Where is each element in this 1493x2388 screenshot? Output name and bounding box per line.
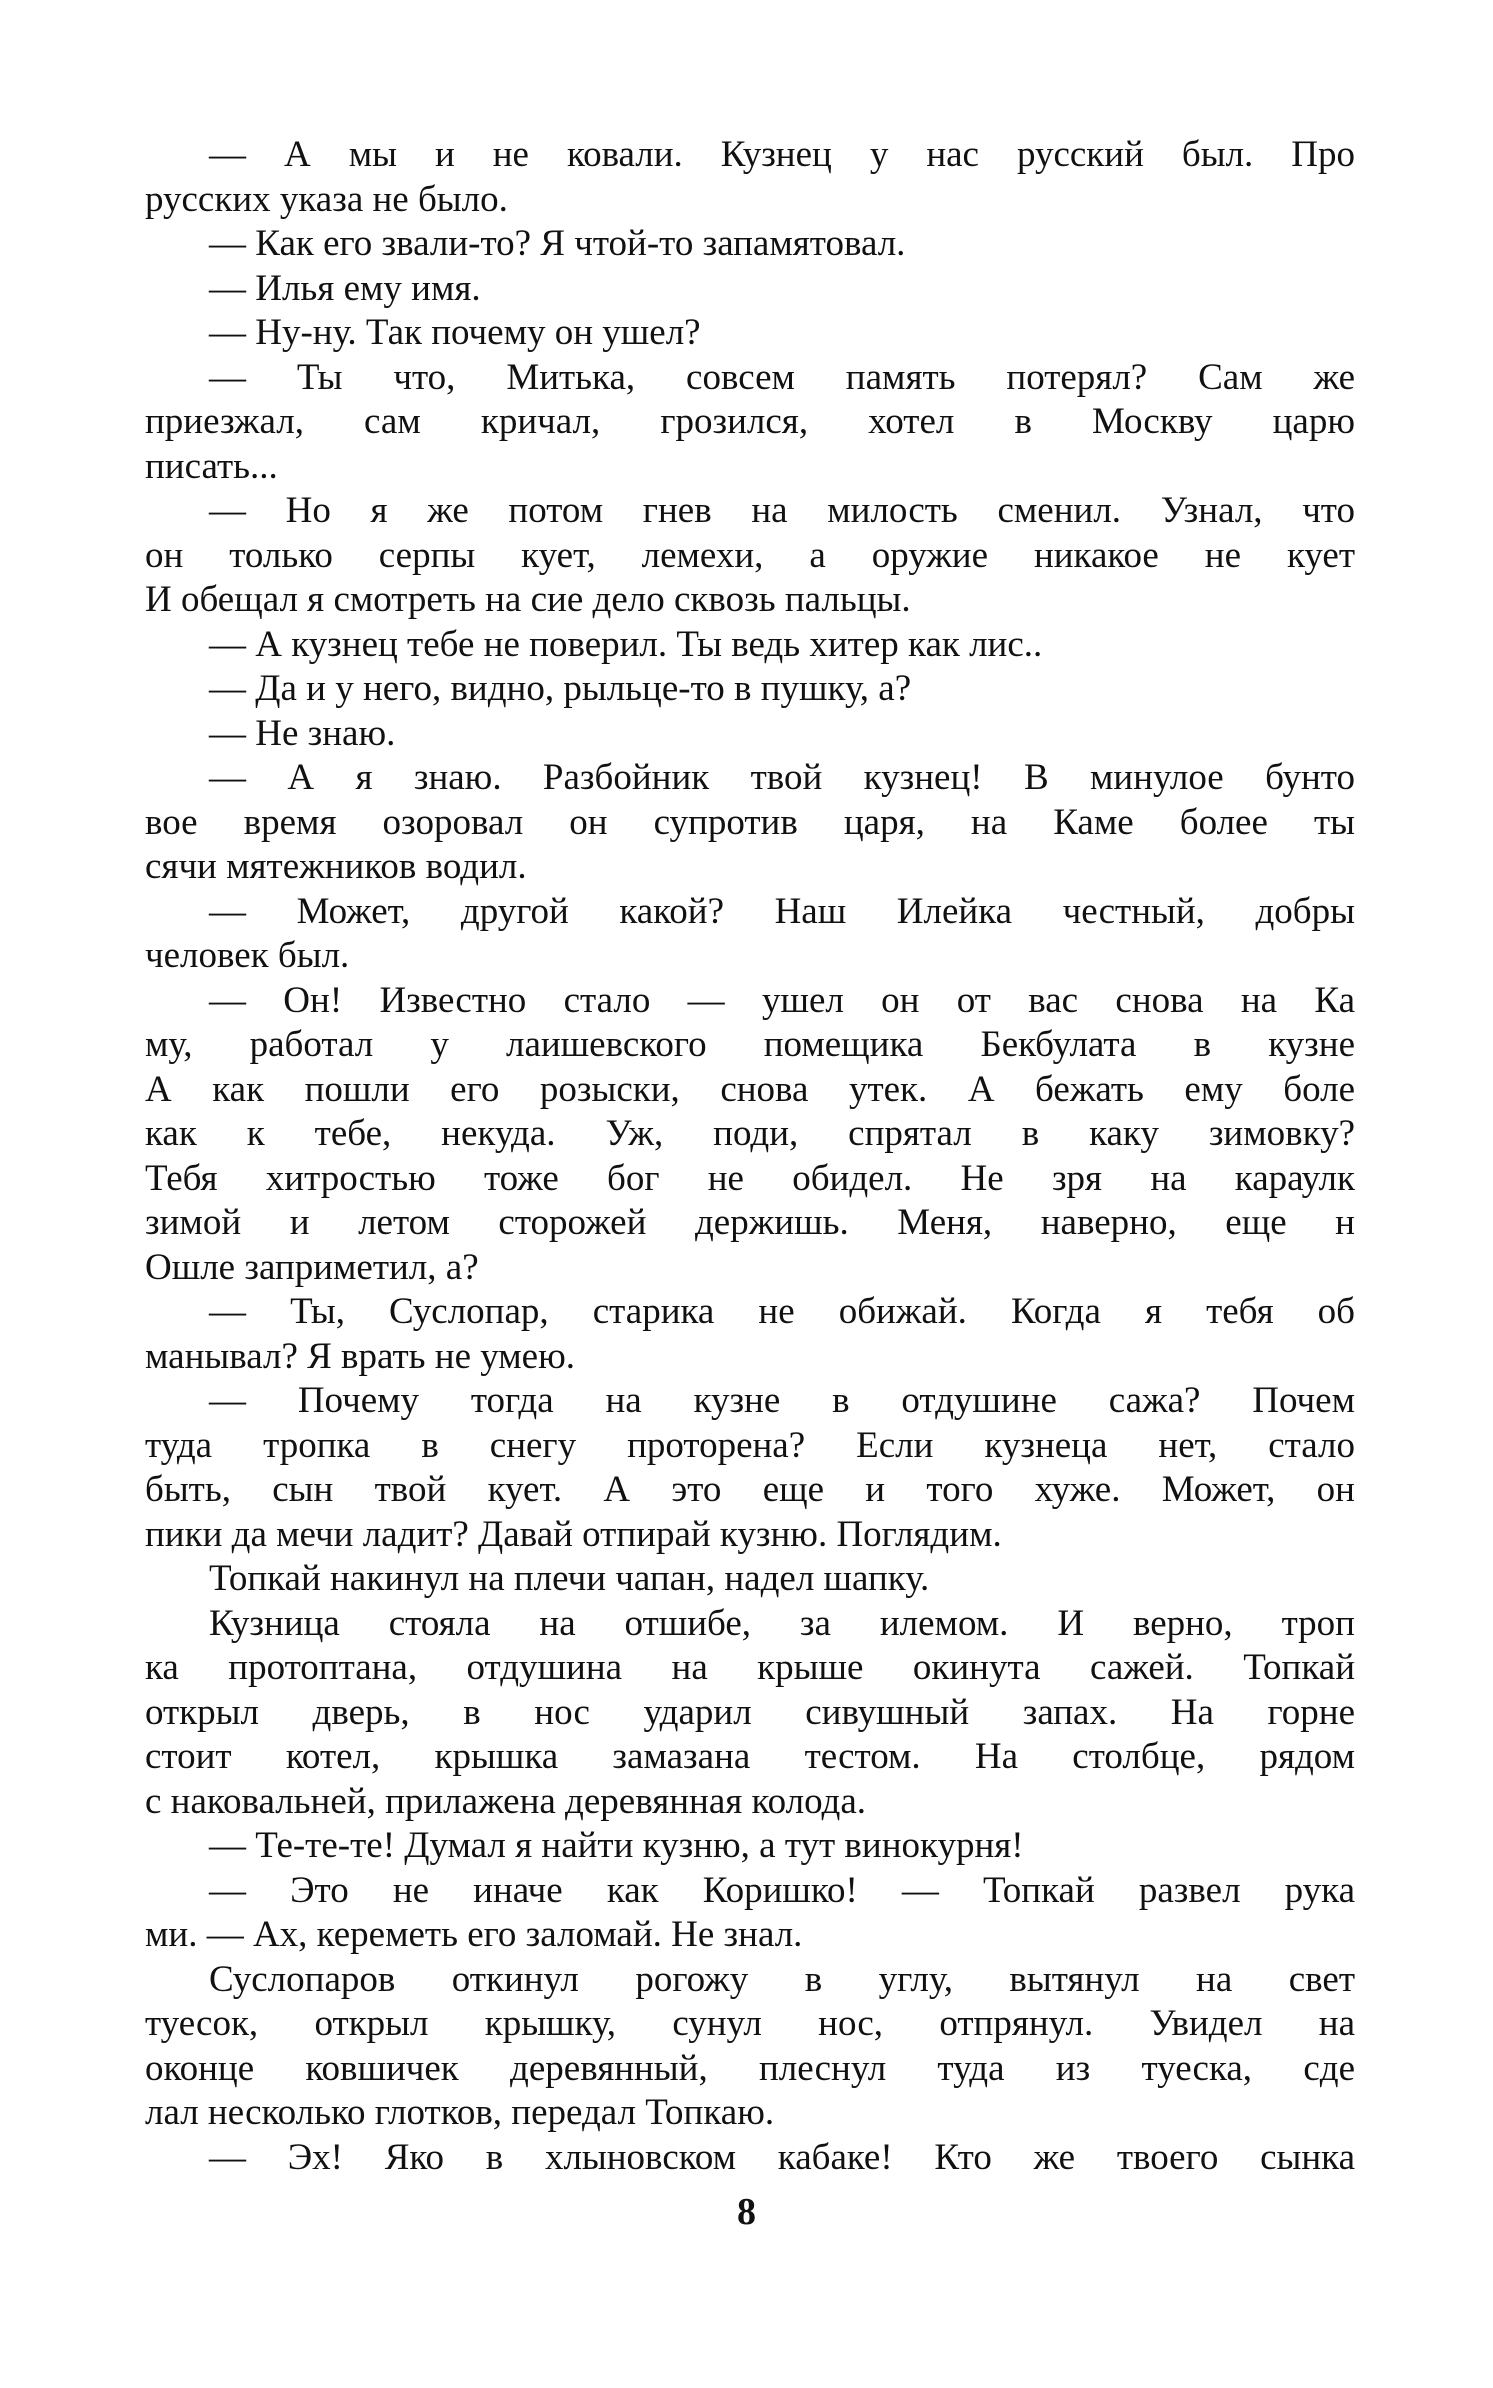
text-line: лал несколько глотков, передал Топкаю. — [145, 2092, 775, 2133]
text-line: — Это не иначе как Коришко! — Топкай развел рука — [209, 1869, 1355, 1911]
text-line: — Почему тогда на кузне в отдушине сажа? Почем — [209, 1380, 1355, 1421]
text-line: стоит котел, крышка замазана тестом. На столбце, рядом — [145, 1736, 1355, 1777]
text-line: — А кузнец тебе не поверил. Ты ведь хитер как лис.. — [209, 623, 1043, 665]
text-line: русских указа не было. — [145, 178, 508, 220]
text-line: — Как его звали-то? Я чтой-то запамятовал. — [209, 223, 906, 264]
text-line: — Эх! Яко в хлыновском кабаке! Кто же твоего сынка — [209, 2136, 1355, 2178]
text-line: пики да мечи ладит? Давай отпирай кузню. Поглядим. — [145, 1513, 1002, 1555]
text-line: — Но я же потом гнев на милость сменил. Узнал, что — [209, 490, 1355, 531]
body-text — [145, 133, 1355, 2180]
text-line: открыл дверь, в нос ударил сивушный запах. На горне — [145, 1691, 1355, 1733]
text-line: Кузница стояла на отшибе, за илемом. И верно, троп — [209, 1602, 1355, 1644]
text-line: оконце ковшичек деревянный, плеснул туда из туеска, сде — [145, 2047, 1355, 2089]
page-number: 8 — [737, 2191, 756, 2233]
text-line: быть, сын твой кует. А это еще и того хуже. Может, он — [145, 1469, 1355, 1510]
text-line: ка протоптана, отдушина на крыше окинута сажей. Топкай — [145, 1647, 1355, 1688]
text-line: сячи мятежников водил. — [145, 846, 527, 887]
text-line: — А мы и не ковали. Кузнец у нас русский был. Про — [209, 134, 1355, 175]
text-line: приезжал, сам кричал, грозился, хотел в Москву царю — [145, 401, 1355, 442]
text-line: — Может, другой какой? Наш Илейка честный, добры — [209, 890, 1355, 932]
text-line: ми. — Ах, кереметь его заломай. Не знал. — [145, 1914, 803, 1955]
text-line: писать... — [145, 445, 278, 487]
text-line: — Да и у него, видно, рыльце-то в пушку, а? — [209, 668, 912, 709]
text-line: — Ну-ну. Так почему он ушел? — [209, 312, 701, 353]
text-line: И обещал я смотреть на сие дело сквозь пальцы. — [145, 579, 911, 620]
text-line: Ошле заприметил, а? — [145, 1246, 479, 1288]
text-line: вое время озоровал он супротив царя, на Каме более ты — [145, 801, 1355, 843]
text-line: — Ты что, Митька, совсем память потерял? Сам же — [209, 356, 1355, 398]
text-line: — Илья ему имя. — [209, 267, 481, 309]
text-line: зимой и летом сторожей держишь. Меня, наверно, еще н — [145, 1202, 1355, 1243]
text-line: туесок, открыл крышку, сунул нос, отпрянул. Увидел на — [145, 2003, 1355, 2044]
text-line: — Те-те-те! Думал я найти кузню, а тут винокурня! — [209, 1825, 1024, 1866]
text-line: му, работал у лаишевского помещика Бекбулата в кузне — [145, 1024, 1355, 1065]
text-line: — А я знаю. Разбойник твой кузнец! В минулое бунто — [209, 757, 1355, 798]
text-line: Суслопаров откинул рогожу в углу, вытянул на свет — [209, 1958, 1355, 2000]
text-line: с наковальней, прилажена деревянная колода. — [145, 1780, 867, 1822]
text-line: человек был. — [145, 935, 350, 976]
text-line: Топкай накинул на плечи чапан, надел шапку. — [209, 1558, 930, 1599]
text-line: он только серпы кует, лемехи, а оружие никакое не кует — [145, 534, 1355, 576]
text-line: — Не знаю. — [209, 712, 396, 754]
text-line: Тебя хитростью тоже бог не обидел. Не зря на караулк — [145, 1157, 1355, 1199]
text-line: туда тропка в снегу проторена? Если кузнеца нет, стало — [145, 1424, 1355, 1466]
text-line: как к тебе, некуда. Уж, поди, спрятал в каку зимовку? — [145, 1113, 1355, 1154]
text-line: манывал? Я врать не умею. — [145, 1335, 575, 1377]
text-line: — Ты, Суслопар, старика не обижай. Когда я тебя об — [209, 1291, 1355, 1332]
text-line: А как пошли его розыски, снова утек. А бежать ему боле — [145, 1068, 1355, 1110]
text-line: — Он! Известно стало — ушел он от вас снова на Ка — [209, 979, 1355, 1021]
